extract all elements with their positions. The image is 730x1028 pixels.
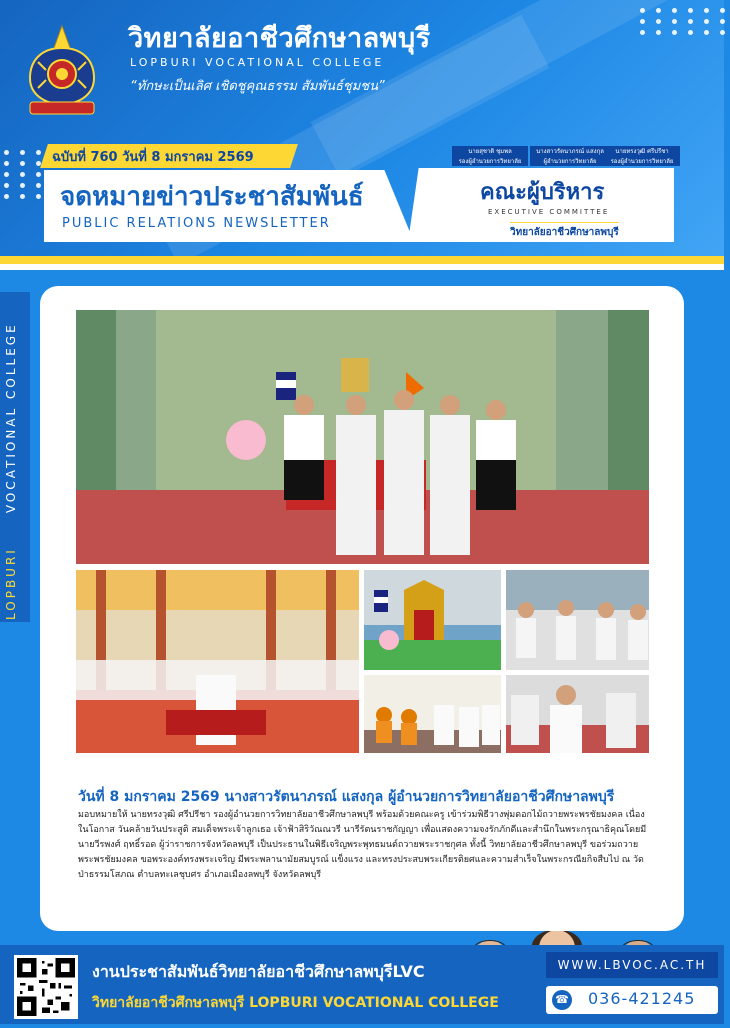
teachers-seated-photo bbox=[506, 570, 649, 670]
phone-icon: ☎ bbox=[552, 990, 572, 1010]
officials-seated-photo bbox=[506, 675, 649, 753]
phone-number[interactable]: 036-421245 bbox=[588, 989, 696, 1008]
executive-nameplate: นายสุชาติ ชุมพล รองผู้อำนวยการวิทยาลัย bbox=[452, 146, 528, 166]
website-link[interactable]: WWW.LBVOC.AC.TH bbox=[546, 952, 718, 978]
article-title: วันที่ 8 มกราคม 2569 นางสาวรัตนาภรณ์ แสงกุล ผู้อำนวยการวิทยาลัยอาชีวศึกษาลพบุรี bbox=[78, 789, 615, 805]
issue-number-date: ฉบับที่ 760 วันที่ 8 มกราคม 2569 bbox=[52, 150, 254, 165]
executive-committee-college: วิทยาลัยอาชีวศึกษาลพบุรี bbox=[510, 222, 619, 240]
executive-committee-subtitle: EXECUTIVE COMMITTEE bbox=[488, 208, 610, 216]
dot-pattern bbox=[640, 8, 730, 35]
altar-photo bbox=[364, 570, 501, 670]
executive-committee-title: คณะผู้บริหาร bbox=[480, 180, 605, 205]
main-ceremony-photo bbox=[76, 310, 649, 564]
monks-chanting-photo bbox=[364, 675, 501, 753]
divider bbox=[0, 256, 724, 264]
college-name-thai: วิทยาลัยอาชีวศึกษาลพบุรี bbox=[128, 23, 431, 54]
side-label bbox=[4, 322, 18, 620]
article-body: มอบหมายให้ นายทรงวุฒิ ศรีปรีชา รองผู้อำนวยการวิทยาลัยอาชีวศึกษาลพบุรี พร้อมด้วยคณะครู เข้าร่วมพิธีวางพุ่มดอกไม้ถวายพระพรชัยมงคล เนื่องในโอกาส วันคล้ายวันประสูติ สมเด็จพระเจ้าลูกเธอ เจ้าฟ้าสิริวัณณวรี นารีรัตนราชกัญญา เพื่อแสดงความจงรักภักดีและสำนึกในพระกรุณาธิคุณโดยมี นายวีรพงศ์ ฤทธิ์รอด ผู้ว่าราชการจังหวัดลพบุรี เป็นประธานในพิธีเจริญพระพุทธมนต์ถวายพระราชกุศล ทั้งนี้ วิทยาลัยอาชีวศึกษาลพบุรี ขอร่วมถวายพระพรชัยมงคล ขอพระองค์ทรงพระเจริญ มีพระพลานามัยสมบูรณ์ แข็งแรง และทรงประสบพระเกียรติยศและความสำเร็จในพระกรณียกิจสืบไป ณ วัดป่าธรรมโสภณ ตำบลทะเลชุบศร อำเภอเมืองลพบุรี จังหวัดลพบุรี bbox=[78, 810, 647, 880]
college-motto: “ทักษะเป็นเลิศ เชิดชูคุณธรรม สัมพันธ์ชุมชน” bbox=[130, 79, 385, 94]
executive-nameplate: นางสาวรัตนาภรณ์ แสงกุล ผู้อำนวยการวิทยาลัย bbox=[530, 146, 610, 166]
footer-college-name: วิทยาลัยอาชีวศึกษาลพบุรี LOPBURI VOCATIONAL COLLEGE bbox=[92, 995, 499, 1011]
qr-code[interactable] bbox=[14, 955, 78, 1019]
college-name-english: LOPBURI VOCATIONAL COLLEGE bbox=[130, 56, 385, 69]
newsletter-title-thai: จดหมายข่าวประชาสัมพันธ์ bbox=[60, 182, 364, 212]
side-label-lopburi: LOPBURI bbox=[4, 547, 18, 620]
pr-unit-label: งานประชาสัมพันธ์วิทยาลัยอาชีวศึกษาลพบุรีLVC bbox=[92, 962, 425, 981]
divider bbox=[0, 264, 724, 270]
side-label-vocational: VOCATIONAL COLLEGE bbox=[4, 322, 18, 514]
newsletter-title-english: PUBLIC RELATIONS NEWSLETTER bbox=[62, 216, 331, 231]
college-emblem-logo bbox=[24, 22, 100, 118]
executive-nameplate: นายทรงวุฒิ ศรีปรีชา รองผู้อำนวยการวิทยาลัย bbox=[604, 146, 680, 166]
hall-assembly-photo bbox=[76, 570, 359, 753]
